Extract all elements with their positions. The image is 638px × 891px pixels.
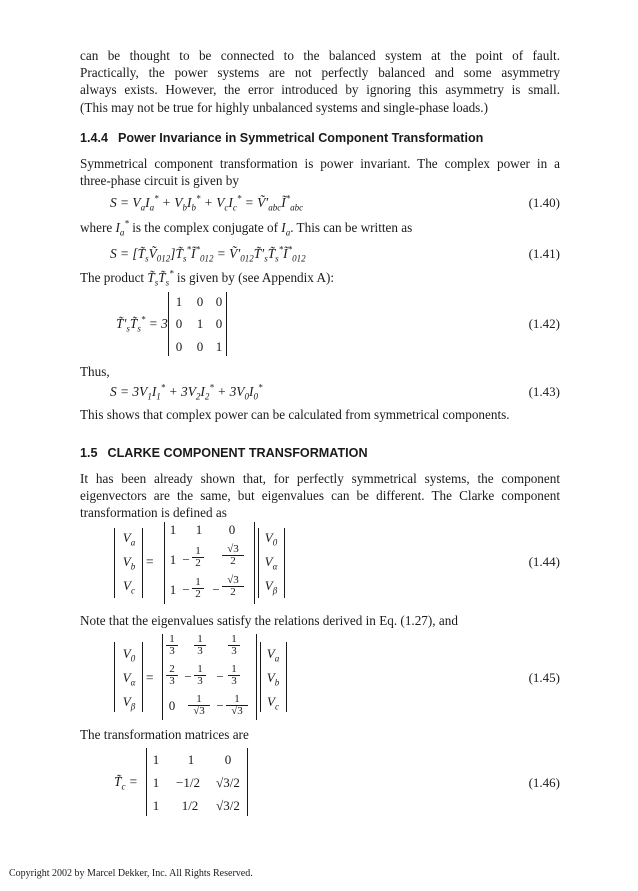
text-line: The transformation matrices are: [80, 727, 249, 742]
matrix-bracket: [286, 642, 287, 712]
section-title: CLARKE COMPONENT TRANSFORMATION: [107, 446, 368, 460]
matrix-bracket: [142, 642, 143, 712]
matrix-fraction: $\frac{2}{3}$: [166, 664, 178, 687]
matrix-cell: $V_0$: [122, 646, 136, 664]
matrix-cell: $V_b$: [266, 670, 280, 688]
text-line: It has been already shown that, for perfectly symmetrical systems, the component: [80, 471, 560, 486]
equation-1-44: [0, 522, 638, 604]
text-line: Thus,: [80, 364, 110, 379]
matrix-bracket: [260, 642, 261, 712]
matrix-cell: 0: [224, 752, 232, 767]
minus-sign: −: [212, 582, 220, 597]
matrix-cell: 1: [196, 316, 204, 331]
matrix-bracket: [258, 528, 259, 598]
equation-body: $S = V_aI_a^* + V_bI_b^* + V_cI_c^*$ = $Ṽ'_{abc}Ĩ^*_{abc}$: [110, 193, 304, 213]
matrix-cell: $V_\beta$: [264, 578, 278, 596]
matrix-fraction: $\frac{1}{3}$: [228, 634, 240, 657]
text-line: (This may not be true for highly unbalanced systems and single-phase loads.): [80, 99, 488, 115]
matrix-cell: 1: [175, 294, 183, 309]
text-line: where $I_a^*$ is the complex conjugate of $I_a$. This can be written as: [80, 218, 413, 238]
equation-number: (1.41): [528, 246, 560, 261]
matrix-cell: $V_c$: [267, 694, 279, 712]
minus-sign: −: [216, 698, 224, 713]
opening-paragraph: [80, 47, 560, 116]
text-line: always exists. However, the error introduced by ignoring this asymmetry is small.: [80, 82, 560, 98]
equation-1-45: [0, 634, 638, 720]
text-line: can be thought to be connected to the balanced system at the point of fault.: [80, 48, 560, 63]
equation-1-42: [0, 292, 638, 358]
matrix-bracket: [226, 292, 227, 356]
matrix-fraction: $\frac{1}{3}$: [166, 634, 178, 657]
minus-sign: −: [184, 669, 192, 684]
matrix-cell: $V_a$: [122, 530, 136, 548]
matrix-bracket: [168, 292, 169, 356]
matrix-fraction: $\frac{√3}{2}$: [222, 544, 244, 567]
matrix-label: $T̃'_sT̃_s^* = 3$: [116, 314, 168, 334]
matrix-cell: 1: [152, 798, 160, 813]
matrix-bracket: [162, 634, 163, 720]
matrix-bracket: [146, 748, 147, 816]
equation-number: (1.44): [528, 554, 560, 569]
minus-sign: −: [182, 582, 190, 597]
equation-number: (1.42): [528, 316, 560, 331]
matrix-cell: 1: [169, 552, 177, 567]
body-paragraph: [80, 155, 560, 189]
equation-body: $S = 3V_1I_1^* + 3V_2I_2^* + 3V_0I_0^*$: [110, 382, 263, 402]
section-heading: [80, 446, 368, 460]
equation-number: (1.45): [528, 670, 560, 685]
text-line: Practically, the power systems are not perfectly balanced and some asymmetry: [80, 65, 560, 81]
text-line: transformation is defined as: [80, 505, 227, 521]
text-line: Note that the eigenvalues satisfy the relations derived in Eq. (1.27), and: [80, 613, 458, 628]
matrix-fraction: $\frac{1}{2}$: [192, 577, 204, 600]
matrix-bracket: [164, 522, 165, 604]
text-line: The product $T̃_sT̃_s^*$ is given by (see Appendix A):: [80, 268, 335, 288]
equation-body: $S = [T̃_sṼ_{012}]T̃_s^*Ĩ^*_{012}$ = $Ṽ'_{012}T̃'_sT̃_s^*Ĩ^*_{012}$: [110, 244, 306, 264]
matrix-bracket: [114, 528, 115, 598]
body-paragraph: [80, 470, 560, 522]
matrix-bracket: [284, 528, 285, 598]
matrix-cell: 1: [152, 775, 160, 790]
equals-sign: =: [146, 670, 154, 685]
matrix-cell: $V_0$: [264, 530, 278, 548]
section-number: 1.4.4: [80, 131, 109, 145]
section-title: Power Invariance in Symmetrical Component Transformation: [118, 131, 484, 145]
matrix-cell: 1: [187, 752, 195, 767]
matrix-cell: 0: [228, 522, 236, 537]
matrix-cell: 1: [152, 752, 160, 767]
matrix-fraction: $\frac{√3}{2}$: [222, 575, 244, 598]
matrix-cell: 0: [196, 339, 204, 354]
matrix-bracket: [256, 634, 257, 720]
minus-sign: −: [182, 552, 190, 567]
equation-number: (1.43): [528, 384, 560, 399]
equals-sign: =: [146, 554, 154, 569]
matrix-cell: 1: [215, 339, 223, 354]
section-number: 1.5: [80, 446, 98, 460]
matrix-cell: $V_a$: [266, 646, 280, 664]
minus-sign: −: [216, 669, 224, 684]
matrix-cell: $V_\alpha$: [122, 670, 136, 688]
matrix-cell: 1: [169, 522, 177, 537]
text-line: three-phase circuit is given by: [80, 173, 239, 189]
matrix-fraction: $\frac{1}{3}$: [228, 664, 240, 687]
matrix-cell: $V_\beta$: [122, 694, 136, 712]
matrix-cell: 0: [215, 294, 223, 309]
matrix-fraction: $\frac{1}{2}$: [192, 546, 204, 569]
matrix-cell: √3/2: [216, 798, 240, 813]
matrix-cell: 1: [169, 582, 177, 597]
matrix-bracket: [254, 522, 255, 604]
matrix-cell: 0: [175, 339, 183, 354]
equation-1-46: [0, 748, 638, 818]
matrix-cell: 1/2: [181, 798, 199, 813]
matrix-cell: $V_\alpha$: [264, 554, 278, 572]
text-line: This shows that complex power can be calculated from symmetrical components.: [80, 407, 510, 422]
matrix-cell: √3/2: [216, 775, 240, 790]
matrix-cell: 0: [175, 316, 183, 331]
matrix-label: $T̃_c$ =: [114, 774, 138, 792]
section-heading: [80, 131, 483, 145]
matrix-fraction: $\frac{1}{√3}$: [226, 694, 248, 717]
matrix-cell: $V_c$: [123, 578, 135, 596]
matrix-cell: 0: [196, 294, 204, 309]
matrix-cell: 0: [215, 316, 223, 331]
matrix-cell: 1: [195, 522, 203, 537]
matrix-bracket: [247, 748, 248, 816]
equation-number: (1.46): [528, 775, 560, 790]
matrix-fraction: $\frac{1}{3}$: [194, 634, 206, 657]
matrix-cell: −1/2: [176, 775, 200, 790]
text-line: eigenvectors are the same, but eigenvalues can be different. The Clarke component: [80, 488, 560, 504]
matrix-fraction: $\frac{1}{3}$: [194, 664, 206, 687]
matrix-bracket: [142, 528, 143, 598]
copyright-footer: Copyright 2002 by Marcel Dekker, Inc. All Rights Reserved.: [9, 868, 253, 879]
matrix-cell: $V_b$: [122, 554, 136, 572]
matrix-fraction: $\frac{1}{√3}$: [188, 694, 210, 717]
equation-number: (1.40): [528, 195, 560, 210]
matrix-cell: 0: [168, 698, 176, 713]
matrix-bracket: [114, 642, 115, 712]
text-line: Symmetrical component transformation is power invariant. The complex power in a: [80, 156, 560, 171]
